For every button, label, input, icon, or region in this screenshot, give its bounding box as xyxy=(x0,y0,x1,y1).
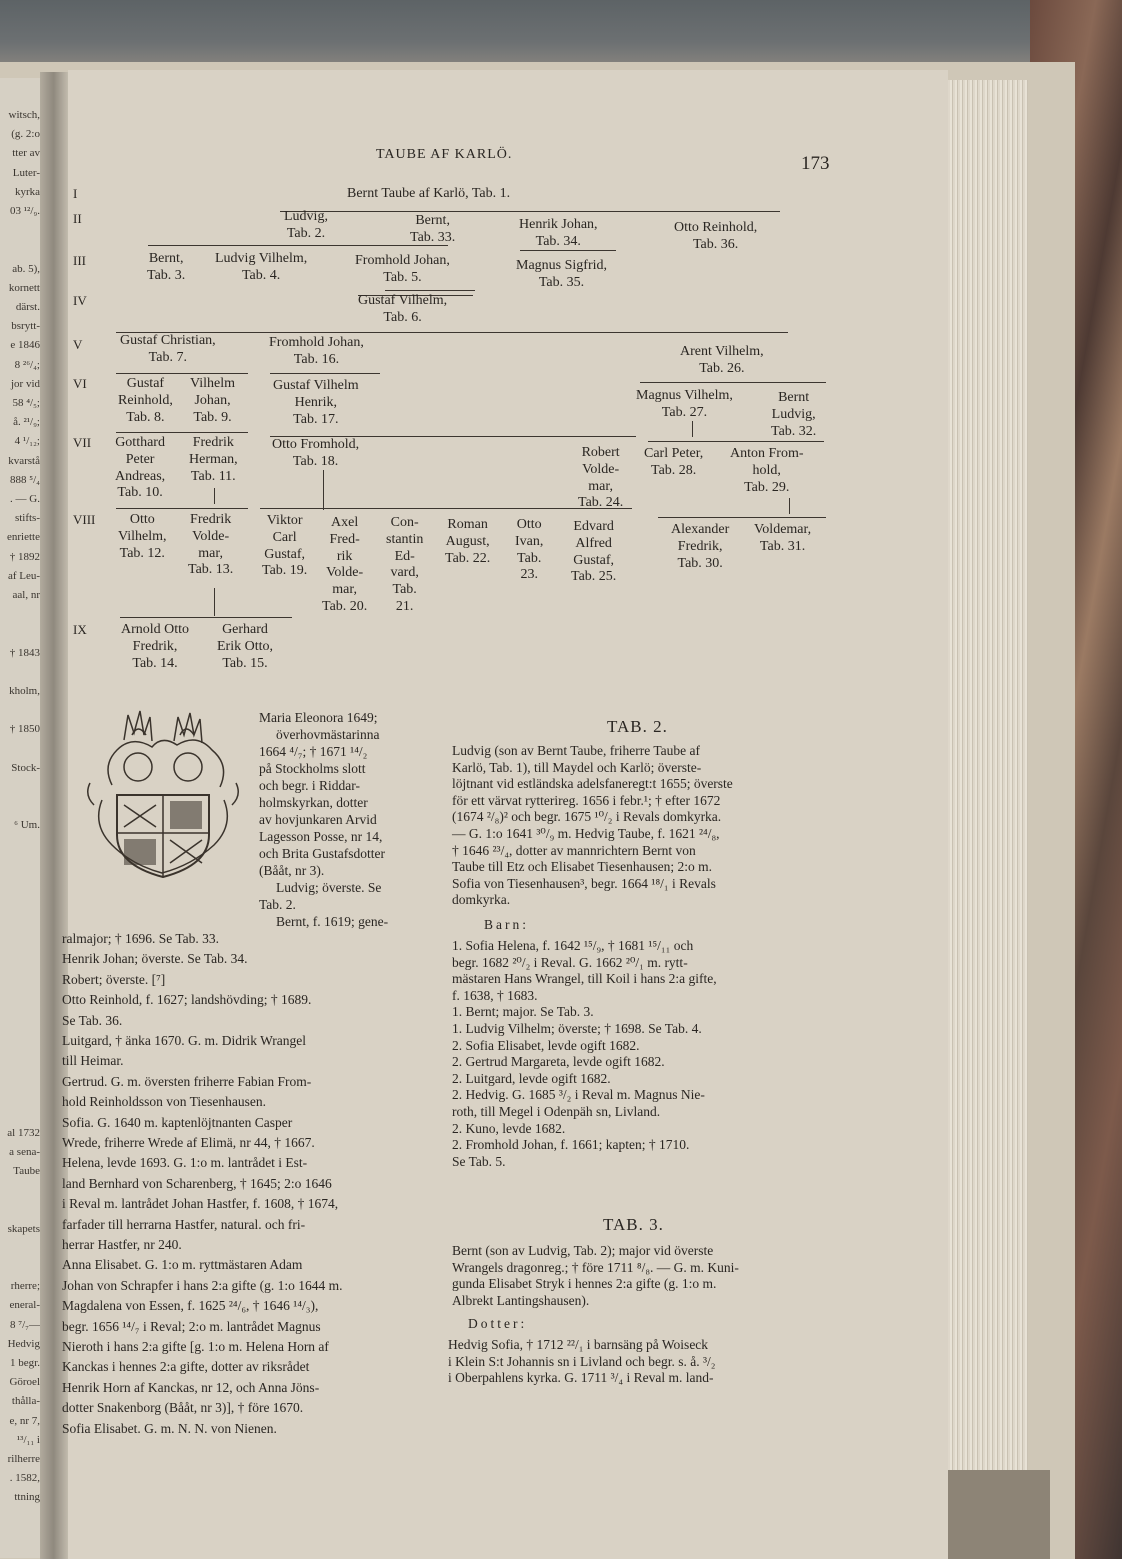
text-line: domkyrka. xyxy=(452,892,511,908)
tree-node-line: Alexander xyxy=(671,522,730,537)
left-page-text-fragment: 4 ¹/₁₂; xyxy=(14,435,40,448)
left-page-text-fragment: † 1843 xyxy=(9,646,40,659)
tree-node-line: Bernt, xyxy=(148,251,184,266)
tree-node-line: Tab. xyxy=(517,550,542,566)
left-page-text-fragment: † 1892 xyxy=(9,550,40,563)
left-column-line: Ludvig; överste. Se xyxy=(276,880,382,895)
tree-node-ottof18 xyxy=(272,437,359,471)
text-line: 2. Fromhold Johan, f. 1661; kapten; † 1710. xyxy=(452,1137,690,1153)
left-column-line: Nieroth i hans 2:a gifte [g. 1:o m. Helena Horn af xyxy=(62,1339,329,1354)
dotter-list xyxy=(448,1337,715,1387)
tree-node-line: Volde- xyxy=(582,461,620,477)
tree-connector xyxy=(385,290,475,291)
tree-node-line: Tab. 35. xyxy=(538,274,585,290)
text-line: Bernt (son av Ludvig, Tab. 2); major vid överste xyxy=(452,1243,714,1258)
tree-node-bernt3 xyxy=(147,251,185,285)
tree-connector xyxy=(120,617,292,618)
left-column-line: i Reval m. lantrådet Johan Hastfer, f. 1608, † 1674, xyxy=(62,1196,339,1212)
left-column-line: och Brita Gustafsdotter xyxy=(259,846,385,861)
tree-node-ottoi23 xyxy=(515,517,543,584)
tree-node-line: Fredrik, xyxy=(677,538,723,554)
left-page-text-fragment: Taube xyxy=(13,1165,40,1177)
tree-node-line: Gustaf xyxy=(126,376,165,391)
tree-connector xyxy=(214,588,215,616)
left-page-text-fragment: 03 ¹²/₉. xyxy=(10,205,40,217)
tree-node-line: Ludvig, xyxy=(284,209,328,224)
left-column-line: begr. 1656 ¹⁴/₇ i Reval; 2:o m. lantrådet Magnus xyxy=(62,1318,321,1334)
tree-node-otto12 xyxy=(118,512,167,562)
left-column-line: Kanckas i hennes 2:a gifte, dotter av riksrådet xyxy=(62,1359,310,1375)
tree-node-line: Tab. 7. xyxy=(148,349,187,365)
left-column-line: farfader till herrarna Hastfer, natural. och fri- xyxy=(62,1216,306,1232)
tree-connector xyxy=(148,245,448,246)
tree-node-line: Tab. 29. xyxy=(744,479,790,495)
text-line: † 1646 ²³/₄, dotter av mannrichtern Bernt von xyxy=(452,842,696,858)
tree-node-fromhold5 xyxy=(355,253,450,287)
left-page-text-fragment: 58 ⁴/₅; xyxy=(12,397,40,409)
tree-node-line: stantin xyxy=(386,531,424,547)
tree-node-ludvigv4 xyxy=(215,251,307,285)
tree-node-line: Gustaf Vilhelm, xyxy=(358,293,448,308)
tree-node-line: Tab. 11. xyxy=(190,468,236,484)
tree-connector xyxy=(323,470,324,510)
left-column-line: Henrik Horn af Kanckas, nr 12, och Anna Jöns- xyxy=(62,1379,320,1395)
tree-connector xyxy=(640,382,826,383)
text-line: i Klein S:t Johannis sn i Livland och begr. s. å. ³/₂ xyxy=(448,1353,716,1369)
left-column-line: herrar Hastfer, nr 240. xyxy=(62,1237,182,1252)
left-page-text-fragment: kyrka xyxy=(14,185,40,198)
tree-node-gustafvh17 xyxy=(273,378,359,428)
tree-node-line: Erik Otto, xyxy=(217,638,273,654)
left-page-text-fragment: rherre; xyxy=(10,1280,40,1293)
left-column-line: Helena, levde 1693. G. 1:o m. lantrådet i Est- xyxy=(62,1155,308,1171)
tree-node-line: Johan, xyxy=(194,392,231,408)
left-page-text-fragment: e, nr 7, xyxy=(9,1414,40,1427)
left-column-line: Se Tab. 36. xyxy=(62,1012,123,1028)
left-page-text-fragment: tter av xyxy=(12,147,40,160)
tree-node-line: mar, xyxy=(198,545,223,561)
left-page-text-fragment: Luter- xyxy=(12,166,40,179)
left-page-text-fragment: witsch, xyxy=(8,109,40,121)
tree-connector xyxy=(116,508,248,509)
tree-node-line: Edvard xyxy=(573,519,614,534)
tree-node-line: Tab. 36. xyxy=(692,236,739,252)
tree-node-line: Con- xyxy=(390,515,419,530)
left-page-text-fragment: ¹³/₁₁ i xyxy=(16,1433,40,1446)
tree-node-line: Henrik, xyxy=(294,394,337,410)
page-edges-bottom xyxy=(940,1470,1050,1559)
left-page-text-fragment: jor vid xyxy=(10,377,40,390)
tree-node-gerhard15 xyxy=(217,622,273,672)
tree-node-gustafv6 xyxy=(358,293,447,327)
barn-heading: Barn: xyxy=(484,917,529,932)
tree-node-line: Tab. 5. xyxy=(383,269,422,285)
tab3-heading: TAB. 3. xyxy=(603,1215,664,1234)
left-page-text-fragment: kornett xyxy=(8,281,40,294)
page-number: 173 xyxy=(801,153,830,174)
tree-node-line: Ludvig, xyxy=(771,406,816,422)
tree-node-line: Tab. 17. xyxy=(293,411,339,427)
tree-node-line: 23. xyxy=(520,567,538,583)
tree-node-line: Gotthard xyxy=(115,435,165,450)
tree-node-line: Tab. 12. xyxy=(119,545,165,561)
generation-label: VI xyxy=(73,376,87,391)
text-line: gunda Elisabet Stryk i hennes 2:a gifte (g. 1:o m. xyxy=(452,1276,717,1292)
tree-node-line: Ludvig Vilhelm, xyxy=(215,251,308,266)
tree-node-line: Bernt Taube af Karlö, Tab. 1. xyxy=(347,186,511,201)
tree-node-line: Gustaf Christian, xyxy=(120,333,216,348)
tab2-heading: TAB. 2. xyxy=(607,717,668,736)
left-column-line: på Stockholms slott xyxy=(259,761,366,776)
left-column-line: Bernt, f. 1619; gene- xyxy=(276,914,389,929)
left-page-text-fragment: eneral- xyxy=(9,1299,40,1312)
tree-node-line: Fromhold Johan, xyxy=(355,253,450,268)
tree-connector xyxy=(789,498,790,514)
tree-node-edvard25 xyxy=(571,519,616,586)
tree-node-line: Henrik Johan, xyxy=(519,217,598,232)
left-column-line: Tab. 2. xyxy=(259,897,296,912)
tree-node-bernt1 xyxy=(347,186,510,203)
left-column-line: Sofia. G. 1640 m. kaptenlöjtnanten Casper xyxy=(62,1114,293,1130)
dotter-heading: Dotter: xyxy=(468,1316,528,1331)
tree-node-line: Fredrik xyxy=(190,512,232,527)
tree-node-line: Arent Vilhelm, xyxy=(680,344,764,359)
tree-node-line: Arnold Otto xyxy=(121,622,190,637)
left-page-text-fragment: e 1846 xyxy=(10,339,40,352)
tree-connector xyxy=(692,421,693,437)
text-line: i Oberpahlens kyrka. G. 1711 ³/₄ i Reval m. land- xyxy=(448,1370,714,1386)
left-page-text-fragment: ⁶ Um. xyxy=(14,819,40,832)
text-line: Se Tab. 5. xyxy=(452,1153,506,1169)
left-column-line: och begr. i Riddar- xyxy=(259,778,360,793)
left-column-line: dotter Snakenborg (Bååt, nr 3)], † före 1670. xyxy=(62,1400,304,1416)
left-page-text-fragment: rilherre xyxy=(7,1453,40,1465)
tree-node-line: Tab. 27. xyxy=(661,404,708,420)
tree-node-line: Bernt xyxy=(778,390,810,405)
left-column-line: av hovjunkaren Arvid xyxy=(259,812,377,827)
tree-node-line: Tab. 25. xyxy=(571,569,617,585)
left-page-text-fragment: . 1582, xyxy=(9,1472,40,1485)
left-page-text-fragment: thålla- xyxy=(11,1395,40,1408)
tree-node-line: Voldemar, xyxy=(754,522,812,537)
text-line: Sofia von Tiesenhausen³, begr. 1664 ¹⁸/₁ i Revals xyxy=(452,875,716,891)
tree-node-line: Carl Peter, xyxy=(644,446,704,461)
tree-node-line: Otto Fromhold, xyxy=(272,437,360,452)
generation-label: III xyxy=(73,253,86,268)
tree-node-line: Tab. 2. xyxy=(286,225,326,241)
tree-node-line: Volde- xyxy=(192,528,230,544)
text-line: — G. 1:o 1641 ³⁰/₉ m. Hedvig Taube, f. 1621 ²⁴/₈, xyxy=(452,825,720,841)
tree-connector xyxy=(280,211,780,212)
left-column-line: holmskyrkan, dotter xyxy=(259,795,368,810)
tree-node-line: Fromhold Johan, xyxy=(269,335,364,350)
left-page-text-fragment: Göroel xyxy=(9,1376,40,1389)
text-line: 1. Bernt; major. Se Tab. 3. xyxy=(452,1004,594,1020)
tree-node-otto36 xyxy=(674,220,757,254)
tree-node-line: Gustaf, xyxy=(573,552,615,568)
tree-node-line: Herman, xyxy=(189,451,238,467)
left-column-line: Otto Reinhold, f. 1627; landshövding; † 1689. xyxy=(62,992,312,1008)
tree-node-line: Tab. 9. xyxy=(193,409,232,425)
left-page-text-fragment: af Leu- xyxy=(7,569,40,582)
tree-node-line: Tab. 24. xyxy=(578,495,624,511)
tree-node-line: Volde- xyxy=(326,565,364,581)
tree-node-line: Tab. 14. xyxy=(132,655,178,671)
tree-node-line: Tab. 15. xyxy=(222,655,268,671)
tree-node-line: Tab. xyxy=(392,582,417,598)
tree-node-line: Tab. 8. xyxy=(126,409,165,425)
tree-node-line: Magnus Vilhelm, xyxy=(636,388,733,403)
left-column-line: Wrede, friherre Wrede af Elimä, nr 44, † 1667. xyxy=(62,1135,315,1150)
tree-node-line: Fred- xyxy=(329,531,360,547)
left-column-line: Maria Eleonora 1649; xyxy=(259,710,378,725)
tree-node-line: Bernt, xyxy=(415,213,450,228)
tree-node-axel20 xyxy=(322,515,367,616)
tree-node-line: Otto xyxy=(516,517,542,532)
left-page-text-fragment: därst. xyxy=(15,301,40,313)
tab2-text xyxy=(452,743,733,909)
left-column-line: till Heimar. xyxy=(62,1053,124,1069)
tree-node-line: Carl xyxy=(272,529,297,545)
left-column-line: Lagesson Posse, nr 14, xyxy=(259,829,383,844)
left-page-text-fragment: 1 begr. xyxy=(10,1357,40,1369)
book-gutter xyxy=(40,72,70,1559)
tree-node-line: Axel xyxy=(331,515,359,530)
tree-node-line: mar, xyxy=(588,478,613,494)
tree-node-robert24 xyxy=(578,445,623,512)
tree-node-line: Fredrik xyxy=(192,435,234,450)
tree-node-line: Vilhelm xyxy=(190,376,236,391)
tree-node-line: August, xyxy=(445,533,490,549)
tree-node-line: Magnus Sigfrid, xyxy=(516,258,607,273)
tree-node-line: Gustaf, xyxy=(264,546,306,562)
tree-node-roman22 xyxy=(445,517,490,567)
generation-label: I xyxy=(73,186,78,201)
left-page-text-fragment: enriette xyxy=(7,531,40,544)
generation-label: VIII xyxy=(73,512,96,527)
tree-node-line: Otto xyxy=(129,512,155,527)
tree-node-vilhelm9 xyxy=(190,376,235,426)
left-page-text-fragment: Hedvig xyxy=(7,1337,40,1350)
left-page-text-fragment: ttning xyxy=(14,1491,40,1504)
generation-label: IV xyxy=(73,293,87,308)
left-page-text-fragment: bsrytt- xyxy=(11,320,40,333)
left-page-text-fragment: aal, nr xyxy=(12,589,40,601)
left-column-line: Henrik Johan; överste. Se Tab. 34. xyxy=(62,951,248,967)
left-page-text-fragment: Stock- xyxy=(11,761,40,774)
generation-label: V xyxy=(73,337,83,352)
tree-node-fredrik11 xyxy=(189,435,238,485)
generation-label: IX xyxy=(73,622,87,637)
text-line: f. 1638, † 1683. xyxy=(452,987,538,1003)
left-page-text-fragment: 8 ⁷/₇— xyxy=(10,1318,40,1331)
tree-node-line: Vilhelm, xyxy=(118,528,167,544)
left-page-text-fragment: † 1850 xyxy=(9,723,40,736)
tree-node-line: Tab. 28. xyxy=(651,462,697,478)
left-column-line: överhovmästarinna xyxy=(276,727,380,742)
left-page-text-fragment: a sena- xyxy=(9,1145,40,1158)
tree-connector xyxy=(270,373,380,374)
tree-node-line: Roman xyxy=(447,517,488,532)
text-line: (1674 ²/₈)² och begr. 1675 ¹⁰/₂ i Revals domkyrka. xyxy=(452,809,722,825)
tree-node-fromhold16 xyxy=(269,335,364,369)
tree-node-line: 21. xyxy=(395,598,414,614)
barn-list xyxy=(452,938,717,1170)
text-line: roth, till Megel i Odenpäh sn, Livland. xyxy=(452,1103,661,1119)
tree-node-line: vard, xyxy=(390,565,419,581)
tree-node-line: Tab. 34. xyxy=(535,233,581,249)
tree-node-magnusv27 xyxy=(636,388,733,422)
tree-node-gotthard10 xyxy=(115,435,165,502)
tree-node-arnold14 xyxy=(121,622,189,672)
text-line: Ludvig (son av Bernt Taube, friherre Taube af xyxy=(452,743,701,758)
text-line: 2. Hedvig. G. 1685 ³/₂ i Reval m. Magnus Nie- xyxy=(452,1087,705,1103)
tree-node-line: Tab. 32. xyxy=(771,423,817,439)
tree-node-line: Gerhard xyxy=(222,622,268,637)
left-page-text-fragment: ab. 5), xyxy=(12,262,40,275)
tree-node-line: Tab. 16. xyxy=(293,351,340,367)
left-column-line: Luitgard, † änka 1670. G. m. Didrik Wrangel xyxy=(62,1033,307,1048)
tree-node-alex30 xyxy=(671,522,729,572)
text-line: Hedvig Sofia, † 1712 ²²/₁ i barnsäng på Woiseck xyxy=(448,1337,709,1352)
tree-node-line: Anton From- xyxy=(730,446,804,461)
left-page-text-fragment: al 1732 xyxy=(7,1126,40,1139)
generation-label: VII xyxy=(73,435,92,450)
tree-node-line: Tab. 4. xyxy=(241,267,281,283)
tree-node-const21 xyxy=(386,515,423,616)
tree-node-line: Tab. 30. xyxy=(677,555,723,571)
tree-node-line: Tab. 10. xyxy=(117,485,163,501)
tree-node-line: Tab. 20. xyxy=(322,598,368,614)
left-column-line: Magdalena von Essen, f. 1625 ²⁴/₆, † 1646 ¹⁴/₃), xyxy=(62,1298,319,1314)
tree-node-bernt33 xyxy=(410,213,455,247)
text-line: 2. Gertrud Margareta, levde ogift 1682. xyxy=(452,1054,665,1070)
left-column-line: Robert; överste. [⁷] xyxy=(62,971,166,987)
generation-label: II xyxy=(73,211,82,226)
tree-node-line: Viktor xyxy=(266,513,303,528)
tree-connector xyxy=(658,517,826,518)
text-line: mästaren Hans Wrangel, till Koil i hans 2:a gifte, xyxy=(452,971,717,987)
left-column-line: Anna Elisabet. G. 1:o m. ryttmästaren Adam xyxy=(62,1257,303,1273)
text-line: Albrekt Lantingshausen). xyxy=(452,1292,590,1308)
tree-node-line: Tab. 22. xyxy=(445,550,491,566)
left-page-text-fragment: kvarstå xyxy=(8,454,40,467)
left-page-text-fragment: kholm, xyxy=(9,685,40,697)
text-line: Taube till Etz och Elisabet Tiesenhausen; 2:o m. xyxy=(452,859,713,875)
tree-node-berntl32 xyxy=(771,390,816,440)
left-column-line: 1664 ⁴/₇; † 1671 ¹⁴/₂ xyxy=(259,744,368,759)
tree-node-line: Andreas, xyxy=(115,468,166,484)
left-column-line: Johan von Schrapfer i hans 2:a gifte (g. 1:o 1644 m. xyxy=(62,1277,343,1293)
tree-node-line: Tab. 26. xyxy=(699,360,745,376)
tree-connector xyxy=(260,508,632,509)
tree-node-gustafc7 xyxy=(120,333,216,367)
left-page-text-fragment: stifts- xyxy=(14,512,40,525)
left-page-text-fragment: (g. 2:o xyxy=(11,128,40,141)
tree-connector xyxy=(214,488,215,504)
left-page-text-fragment: . — G. xyxy=(10,493,40,505)
running-header: TAUBE AF KARLÖ. xyxy=(376,147,513,162)
tree-node-carlp28 xyxy=(644,446,703,480)
tree-connector xyxy=(116,373,248,374)
tree-node-arent26 xyxy=(680,344,764,378)
tree-node-ludvig2 xyxy=(284,209,328,243)
tree-node-line: mar, xyxy=(332,582,357,598)
tree-node-line: Tab. 6. xyxy=(383,309,422,325)
tree-node-line: Peter xyxy=(125,451,155,467)
tree-node-henrik34 xyxy=(519,217,598,251)
left-page-text-fragment: skapets xyxy=(7,1222,40,1235)
tree-node-gustafr8 xyxy=(118,376,173,426)
text-line: 2. Sofia Elisabet, levde ogift 1682. xyxy=(452,1037,640,1053)
text-line: begr. 1682 ²⁰/₂ i Reval. G. 1662 ²⁰/₁ m. rytt- xyxy=(452,954,688,970)
left-column-line: (Bååt, nr 3). xyxy=(259,863,325,878)
left-column-line: Sofia Elisabet. G. m. N. N. von Nienen. xyxy=(62,1420,277,1436)
tree-connector xyxy=(648,441,824,442)
text-line: Wrangels dragonreg.; † före 1711 ⁸/₈. — G. m. Kuni- xyxy=(452,1259,739,1275)
text-line: för ett värvat rytterireg. 1656 i febr.¹; † efter 1672 xyxy=(452,792,721,808)
tree-node-line: rik xyxy=(336,548,353,564)
tree-node-anton29 xyxy=(730,446,804,496)
left-page-text-fragment: 8 ²⁶/₄; xyxy=(14,358,40,371)
tree-connector xyxy=(116,432,248,433)
tree-node-line: hold, xyxy=(752,462,781,478)
tree-node-volde31 xyxy=(754,522,811,556)
tree-connector xyxy=(116,332,788,333)
text-line: Karlö, Tab. 1), till Maydel och Karlö; överste- xyxy=(452,759,702,775)
tree-node-line: Robert xyxy=(581,445,620,460)
tree-node-line: Ivan, xyxy=(515,533,544,549)
text-line: 1. Ludvig Vilhelm; överste; † 1698. Se Tab. 4. xyxy=(452,1020,702,1036)
left-column-line: ralmajor; † 1696. Se Tab. 33. xyxy=(62,931,220,946)
tree-node-line: Tab. 31. xyxy=(759,538,806,554)
coat-of-arms-icon xyxy=(72,705,254,885)
tree-node-line: Reinhold, xyxy=(118,392,173,408)
text-line: 2. Kuno, levde 1682. xyxy=(452,1120,566,1136)
tree-node-line: Alfred xyxy=(575,535,612,551)
tree-node-line: Tab. 33. xyxy=(410,229,456,245)
left-column-line: hold Reinholdsson von Tiesenhausen. xyxy=(62,1094,267,1110)
tree-node-line: Tab. 3. xyxy=(147,267,186,283)
tree-node-magnus35 xyxy=(516,258,607,292)
text-line: löjtnant vid estländska adelsfaneregt:t 1655; överste xyxy=(452,776,733,792)
tree-node-line: Ed- xyxy=(394,548,415,564)
tree-node-viktor19 xyxy=(262,513,307,580)
left-column-line: Gertrud. G. m. översten friherre Fabian From- xyxy=(62,1073,312,1089)
tree-node-line: Otto Reinhold, xyxy=(674,220,758,235)
text-line: 1. Sofia Helena, f. 1642 ¹⁵/₉, † 1681 ¹⁵/₁₁ och xyxy=(452,938,694,953)
tab3-text xyxy=(452,1243,739,1309)
text-line: 2. Luitgard, levde ogift 1682. xyxy=(452,1070,611,1086)
left-page-text-fragment: 888 ⁵/₄ xyxy=(10,473,40,486)
tree-node-line: Tab. 18. xyxy=(292,453,339,469)
left-page-text-fragment: å. ²¹/₉; xyxy=(13,416,40,429)
tree-node-line: Tab. 19. xyxy=(262,563,308,579)
book-background-top xyxy=(0,0,1122,70)
left-column-line: land Bernhard von Scharenberg, † 1645; 2:o 1646 xyxy=(62,1175,332,1191)
tree-node-line: Tab. 13. xyxy=(188,562,234,578)
tree-node-line: Gustaf Vilhelm xyxy=(273,378,359,393)
tree-node-line: Fredrik, xyxy=(132,638,178,654)
tree-node-fredrikv13 xyxy=(188,512,233,579)
